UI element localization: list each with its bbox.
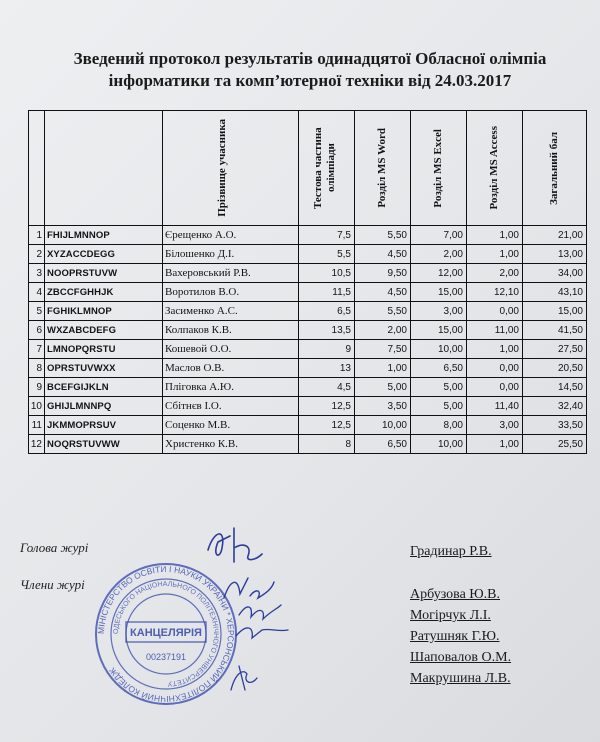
- head-label: Голова журі: [20, 540, 89, 555]
- row-word: 5,50: [355, 302, 411, 321]
- member-1: Арбузова Ю.В.: [410, 587, 501, 602]
- stamp-inner-text: ОДЕСЬКОГО НАЦІОНАЛЬНОГО ПОЛІТЕХНІЧНОГО УНІВЕРСИТЕТУ: [112, 580, 220, 688]
- row-test: 6,5: [299, 302, 355, 321]
- document-title: [40, 48, 580, 92]
- row-test: 7,5: [299, 226, 355, 245]
- row-word: 2,00: [355, 321, 411, 340]
- row-total: 20,50: [523, 359, 587, 378]
- row-access: 0,00: [467, 302, 523, 321]
- row-access: 1,00: [467, 226, 523, 245]
- header-word: Розділ MS Word: [355, 111, 411, 226]
- row-name: Воротилов В.О.: [163, 283, 299, 302]
- header-test: Тестова частина олімпіади: [299, 111, 355, 226]
- table-row: [29, 416, 587, 435]
- row-total: 15,00: [523, 302, 587, 321]
- row-code: NOOPRSTUVW: [45, 264, 163, 283]
- header-code: [45, 111, 163, 226]
- row-name: Пліговка А.Ю.: [163, 378, 299, 397]
- table-row: [29, 378, 587, 397]
- stamp-code: 00237191: [145, 652, 187, 662]
- row-word: 1,00: [355, 359, 411, 378]
- row-access: 12,10: [467, 283, 523, 302]
- row-code: WXZABCDEFG: [45, 321, 163, 340]
- row-test: 5,5: [299, 245, 355, 264]
- stamp-outer-text: МІНІСТЕРСТВО ОСВІТИ І НАУКИ УКРАЇНИ * ХЕРСОНСЬКИЙ ПОЛІТЕХНІЧНИЙ КОЛЕДЖ: [95, 563, 237, 705]
- row-index: 7: [29, 340, 45, 359]
- row-access: 11,40: [467, 397, 523, 416]
- row-excel: 7,00: [411, 226, 467, 245]
- row-excel: 10,00: [411, 340, 467, 359]
- row-name: Білошенко Д.І.: [163, 245, 299, 264]
- row-access: 2,00: [467, 264, 523, 283]
- row-code: NOQRSTUVWW: [45, 435, 163, 454]
- row-word: 7,50: [355, 340, 411, 359]
- row-code: ZBCCFGHHJK: [45, 283, 163, 302]
- row-code: FGHIKLMNOP: [45, 302, 163, 321]
- row-excel: 2,00: [411, 245, 467, 264]
- row-total: 33,50: [523, 416, 587, 435]
- row-word: 5,00: [355, 378, 411, 397]
- row-test: 8: [299, 435, 355, 454]
- row-name: Маслов О.В.: [163, 359, 299, 378]
- row-index: 10: [29, 397, 45, 416]
- row-code: JKMMOPRSUV: [45, 416, 163, 435]
- row-test: 4,5: [299, 378, 355, 397]
- row-code: BCEFGIJKLN: [45, 378, 163, 397]
- row-code: LMNOPQRSTU: [45, 340, 163, 359]
- head-name: Градинар Р.В.: [410, 544, 492, 559]
- row-code: OPRSTUVWXX: [45, 359, 163, 378]
- row-access: 0,00: [467, 378, 523, 397]
- row-code: FHIJLMNNOP: [45, 226, 163, 245]
- row-excel: 10,00: [411, 435, 467, 454]
- row-access: 11,00: [467, 321, 523, 340]
- row-name: Кошевой О.О.: [163, 340, 299, 359]
- row-word: 6,50: [355, 435, 411, 454]
- row-excel: 8,00: [411, 416, 467, 435]
- row-test: 12,5: [299, 416, 355, 435]
- table-row: [29, 340, 587, 359]
- row-code: XYZACCDEGG: [45, 245, 163, 264]
- row-total: 13,00: [523, 245, 587, 264]
- row-test: 11,5: [299, 283, 355, 302]
- row-excel: 15,00: [411, 283, 467, 302]
- row-index: 8: [29, 359, 45, 378]
- row-word: 3,50: [355, 397, 411, 416]
- row-index: 4: [29, 283, 45, 302]
- row-total: 34,00: [523, 264, 587, 283]
- table-row: [29, 321, 587, 340]
- row-test: 12,5: [299, 397, 355, 416]
- header-index: [29, 111, 45, 226]
- row-index: 3: [29, 264, 45, 283]
- row-access: 3,00: [467, 416, 523, 435]
- stamp-center-text: КАНЦЕЛЯРІЯ: [130, 627, 202, 639]
- row-name: Вахеровський Р.В.: [163, 264, 299, 283]
- table-row: [29, 226, 587, 245]
- row-name: Засименко А.С.: [163, 302, 299, 321]
- row-total: 32,40: [523, 397, 587, 416]
- member-signature-5: [225, 660, 265, 696]
- table-body: [29, 226, 587, 454]
- head-signature: [200, 520, 270, 570]
- header-access: Розділ MS Access: [467, 111, 523, 226]
- row-index: 11: [29, 416, 45, 435]
- row-index: 1: [29, 226, 45, 245]
- row-word: 9,50: [355, 264, 411, 283]
- row-test: 10,5: [299, 264, 355, 283]
- member-4: Шаповалов О.М.: [410, 650, 512, 665]
- header-total: Загальний бал: [523, 111, 587, 226]
- members-label: Члени журі: [20, 577, 85, 592]
- member-3: Ратушняк Г.Ю.: [410, 629, 500, 644]
- row-total: 43,10: [523, 283, 587, 302]
- row-excel: 15,00: [411, 321, 467, 340]
- header-surname: Прізвище учасника: [163, 111, 299, 226]
- header-excel: Розділ MS Excel: [411, 111, 467, 226]
- row-excel: 12,00: [411, 264, 467, 283]
- row-total: 14,50: [523, 378, 587, 397]
- row-total: 41,50: [523, 321, 587, 340]
- row-name: Єрещенко А.О.: [163, 226, 299, 245]
- row-excel: 5,00: [411, 397, 467, 416]
- row-test: 9: [299, 340, 355, 359]
- row-name: Колпаков К.В.: [163, 321, 299, 340]
- row-total: 21,00: [523, 226, 587, 245]
- row-excel: 5,00: [411, 378, 467, 397]
- row-index: 6: [29, 321, 45, 340]
- title-line-1: Зведений протокол результатів одинадцятої Обласної олімпіа: [73, 49, 547, 68]
- row-name: Соценко М.В.: [163, 416, 299, 435]
- member-signature-3: [232, 618, 292, 648]
- row-name: Христенко К.В.: [163, 435, 299, 454]
- row-access: 1,00: [467, 245, 523, 264]
- row-code: GHIJLMNNPQ: [45, 397, 163, 416]
- row-index: 9: [29, 378, 45, 397]
- row-excel: 3,00: [411, 302, 467, 321]
- member-5: Макрушина Л.В.: [410, 671, 511, 686]
- table-header-row: [29, 111, 587, 226]
- table-row: [29, 245, 587, 264]
- table-row: [29, 359, 587, 378]
- member-2: Могірчук Л.І.: [410, 608, 491, 623]
- results-table: [28, 110, 587, 454]
- row-excel: 6,50: [411, 359, 467, 378]
- table-row: [29, 283, 587, 302]
- row-word: 10,00: [355, 416, 411, 435]
- table-row: [29, 435, 587, 454]
- row-total: 27,50: [523, 340, 587, 359]
- row-total: 25,50: [523, 435, 587, 454]
- table-row: [29, 264, 587, 283]
- row-access: 1,00: [467, 435, 523, 454]
- table-row: [29, 397, 587, 416]
- row-word: 5,50: [355, 226, 411, 245]
- row-index: 2: [29, 245, 45, 264]
- row-word: 4,50: [355, 283, 411, 302]
- row-name: Сбітнєв І.О.: [163, 397, 299, 416]
- row-index: 12: [29, 435, 45, 454]
- row-test: 13,5: [299, 321, 355, 340]
- table-row: [29, 302, 587, 321]
- row-word: 4,50: [355, 245, 411, 264]
- row-access: 0,00: [467, 359, 523, 378]
- row-access: 1,00: [467, 340, 523, 359]
- row-index: 5: [29, 302, 45, 321]
- title-line-2: інформатики та комп’ютерної техніки від 24.03.2017: [108, 71, 512, 90]
- row-test: 13: [299, 359, 355, 378]
